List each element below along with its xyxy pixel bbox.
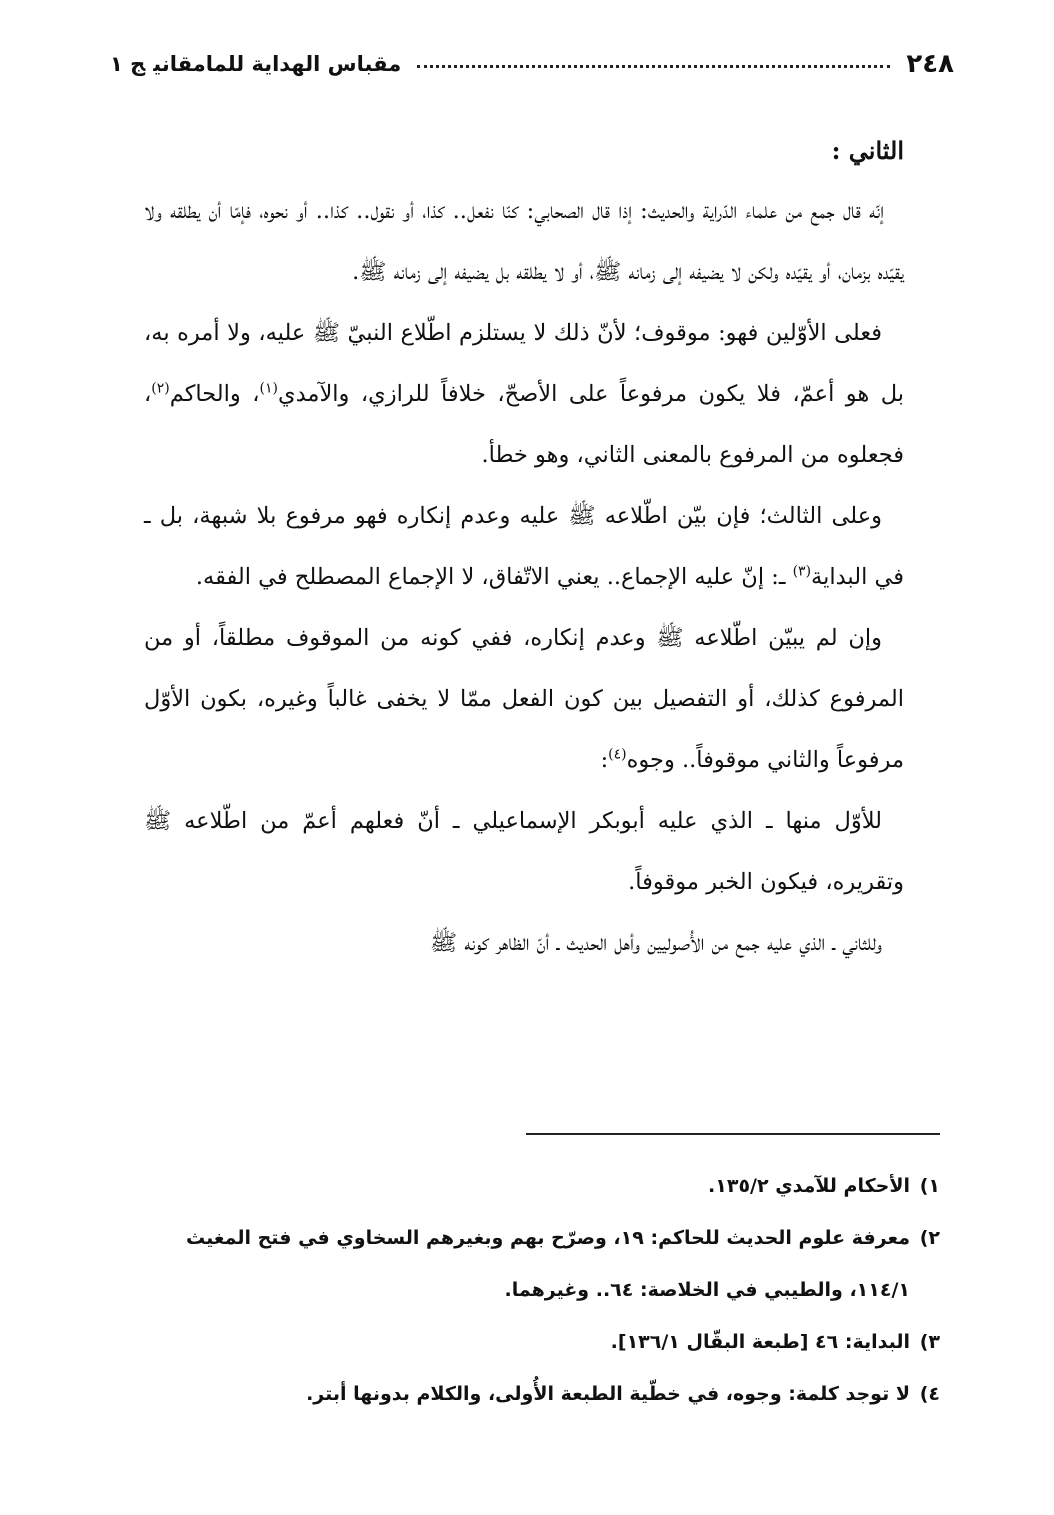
footnote-text: لا توجد كلمة: وجوه، في خطّية الطبعة الأُولى، والكلام بدونها أبتر.	[306, 1383, 910, 1405]
book-title	[110, 52, 401, 76]
paragraph-text: للأوّل منها ـ الذي عليه أبوبكر الإسماعيلي ـ أنّ فعلهم أعمّ من اطّلاعه ﷺ وتقريره، فيكون الخبر موقوفاً.	[144, 808, 904, 895]
footnote-text: معرفة علوم الحديث للحاكم: ١٩، وصرّح بهم وبغيرهم السخاوي في فتح المغيث ١١٤/١، والطيبي في الخلاصة: ٦٤.. وغيرهما.	[185, 1227, 910, 1301]
main-text	[144, 120, 904, 974]
footnote	[140, 1316, 940, 1368]
paragraph	[144, 486, 904, 608]
footnote-ref: (٤)	[608, 746, 627, 763]
page-number: ٢٤٨	[906, 49, 954, 79]
paragraph	[144, 181, 904, 303]
footnote-ref: (٣)	[792, 563, 812, 580]
volume-label: ج ١	[110, 52, 146, 76]
footnote-number: ١)	[919, 1175, 940, 1197]
paragraph-text: إنّه قال جمع من علماء الدّراية والحديث: إذا قال الصحابي: كنّا نفعل.. كذا، أو نقول.. كذا.. أو نحوه، فإمّا أن يطلقه ولا يقيّده بزمان، أو يقيّده ولكن لا يضيفه إلى زمانه ﷺ، أو لا يطلقه بل يضيفه إلى زمانه ﷺ.	[144, 198, 904, 285]
footnote	[140, 1160, 940, 1212]
paragraph-text: فعلى الأوّلين فهو: موقوف؛ لأنّ ذلك لا يستلزم اطّلاع النبيّ ﷺ عليه، ولا أمره به، بل هو أعمّ، فلا يكون مرفوعاً على الأصحّ، خلافاً للرازي، والآمدي	[144, 320, 905, 407]
paragraph	[144, 913, 904, 974]
paragraph	[144, 791, 904, 913]
footnote-number: ٤)	[919, 1383, 940, 1405]
footnote-number: ٣)	[919, 1331, 940, 1353]
paragraph-text: :	[600, 747, 609, 773]
paragraph	[144, 608, 904, 791]
footnote-ref: (٢)	[151, 380, 170, 397]
footnote	[140, 1212, 940, 1316]
book-title-text: مقباس الهداية للمامقاني	[153, 52, 402, 76]
footnote	[140, 1368, 940, 1420]
footnotes	[140, 1160, 940, 1420]
footnote-text: البداية: ٤٦ [طبعة البقّال ١٣٦/١].	[610, 1331, 910, 1353]
paragraph-text: ـ: إنّ عليه الإجماع.. يعني الاتّفاق، لا الإجماع المصطلح في الفقه.	[195, 564, 793, 590]
paragraph-text: وإن لم يبيّن اطّلاعه ﷺ وعدم إنكاره، ففي كونه من الموقوف مطلقاً، أو من المرفوع كذلك، أو التفصيل بين كون الفعل ممّا لا يخفى غالباً وغيره، بكون الأوّل مرفوعاً والثاني موقوفاً.. وجوه	[144, 625, 904, 773]
paragraph-text: وعلى الثالث؛ فإن بيّن اطّلاعه ﷺ عليه وعدم إنكاره فهو مرفوع بلا شبهة، بل ـ في البداية	[144, 503, 904, 590]
running-header	[110, 44, 954, 84]
paragraph-text: وللثاني ـ الذي عليه جمع من الأُصوليين وأهل الحديث ـ أنّ الظاهر كونه ﷺ	[430, 930, 882, 956]
header-dot-leader	[417, 61, 890, 68]
paragraph-text: ، والحاكم	[169, 381, 260, 407]
footnote-number: ٢)	[919, 1227, 940, 1249]
footnote-divider	[526, 1133, 940, 1135]
footnote-text: الأحكام للآمدي ١٣٥/٢.	[708, 1175, 910, 1197]
paragraph	[144, 303, 904, 486]
section-heading: الثاني :	[831, 136, 904, 165]
paragraph-text: ، فجعلوه من المرفوع بالمعنى الثاني، وهو خطأ.	[144, 381, 904, 468]
footnote-ref: (١)	[259, 380, 278, 397]
